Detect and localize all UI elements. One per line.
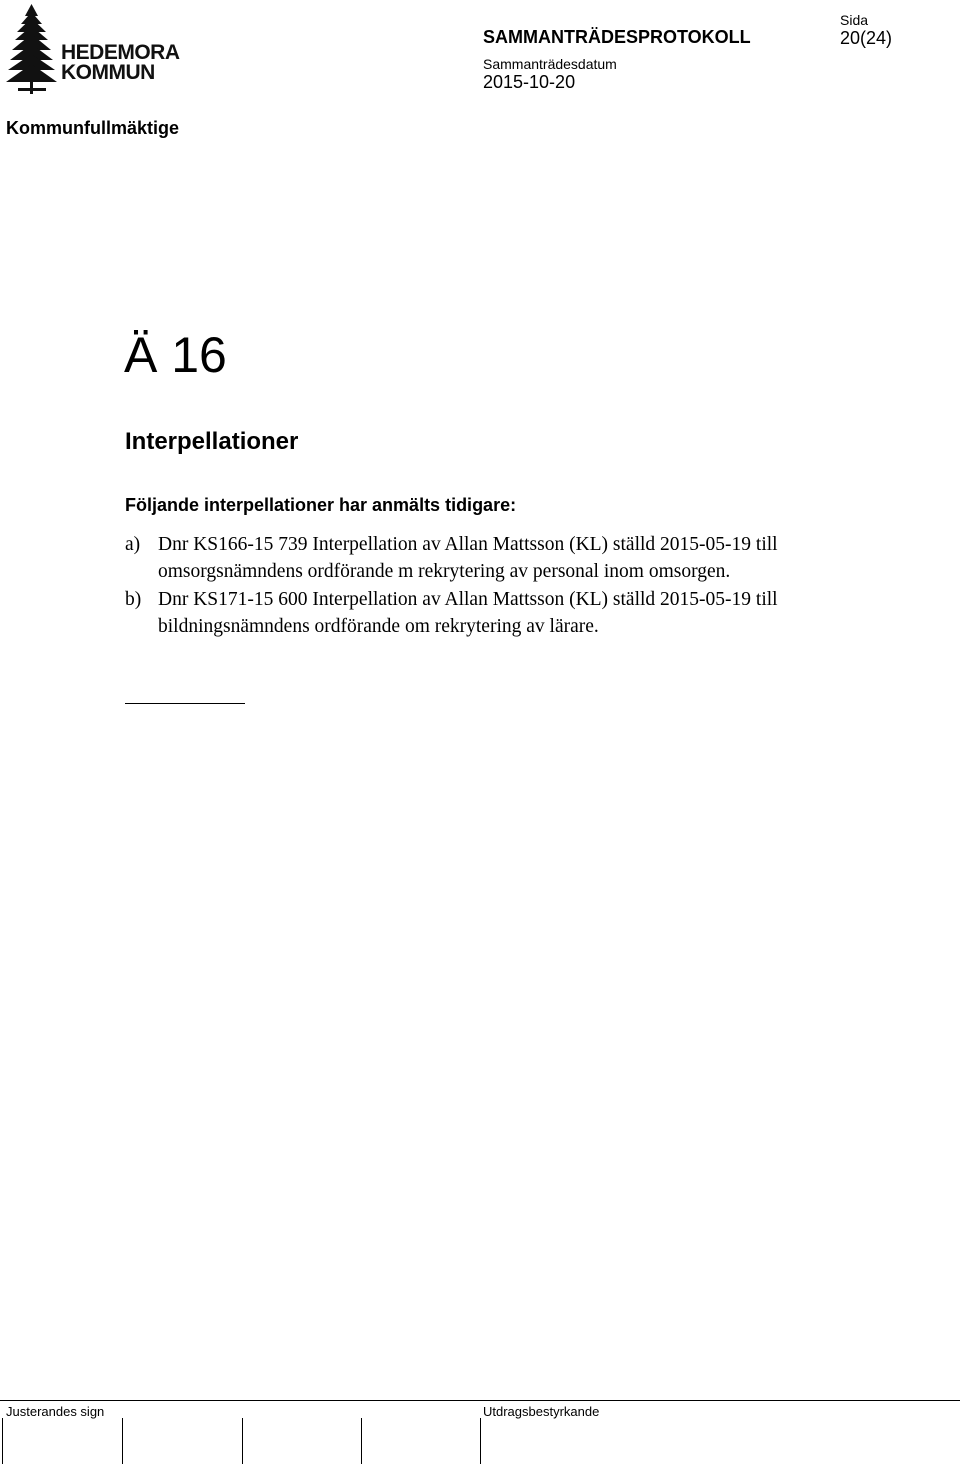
list-marker: a): [125, 534, 141, 555]
section-heading: Interpellationer: [125, 428, 299, 455]
paragraph-number: Ä 16: [124, 327, 227, 383]
signer-label: Justerandes sign: [6, 1404, 105, 1419]
signature-box-divider: [242, 1418, 243, 1464]
logo-line-1: HEDEMORA: [61, 41, 180, 64]
signature-box-divider: [361, 1418, 362, 1464]
list-marker: b): [125, 589, 142, 610]
list-item: [125, 587, 805, 640]
signature-box-divider: [480, 1418, 481, 1464]
spruce-tree-icon: [4, 2, 60, 97]
list-item-text: Dnr KS171-15 600 Interpellation av Allan Mattsson (KL) ställd 2015-05-19 till bildningsnämndens ordförande om rekrytering av lärare.: [158, 589, 778, 637]
intro-text: Följande interpellationer har anmälts tidigare:: [125, 495, 517, 515]
list-item-text: Dnr KS166-15 739 Interpellation av Allan Mattsson (KL) ställd 2015-05-19 till omsorgsnämndens ordförande m rekrytering av personal inom omsorgen.: [158, 534, 778, 582]
list-item: [125, 532, 805, 585]
extract-certification-label: Utdragsbestyrkande: [483, 1404, 600, 1419]
page-number: 20(24): [840, 28, 893, 48]
interpellation-list: [125, 532, 805, 642]
logo-line-2: KOMMUN: [61, 61, 155, 84]
footer-divider: [0, 1400, 960, 1401]
section-end-divider: [125, 703, 245, 704]
meeting-date-label: Sammanträdesdatum: [483, 56, 617, 72]
signature-box-divider: [122, 1418, 123, 1464]
signature-box-divider: [2, 1418, 3, 1464]
municipality-logo: [4, 2, 179, 97]
document-type: SAMMANTRÄDESPROTOKOLL: [483, 27, 751, 47]
page-label: Sida: [840, 12, 869, 28]
meeting-date: 2015-10-20: [483, 72, 576, 92]
body-name: Kommunfullmäktige: [6, 118, 180, 138]
